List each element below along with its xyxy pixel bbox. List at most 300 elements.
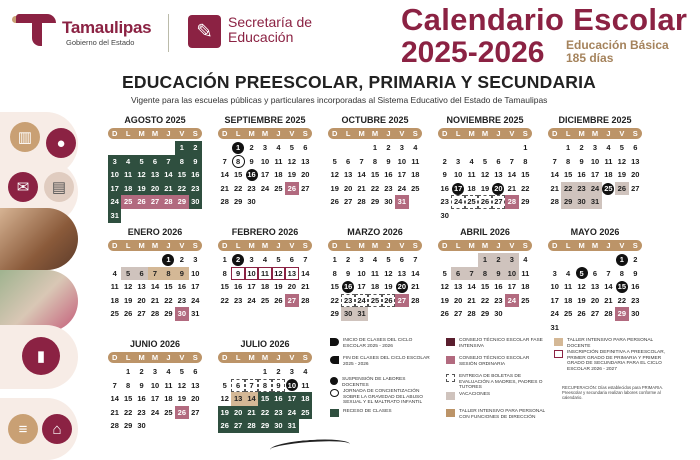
empty-cell xyxy=(465,253,478,267)
day-cell: 31 xyxy=(191,309,200,319)
month-title: FEBRERO 2026 xyxy=(231,227,299,237)
day-cell: 28 xyxy=(301,295,310,305)
day-cell: 21 xyxy=(507,183,517,193)
empty-cell xyxy=(328,141,341,155)
day-cell: 6 xyxy=(303,143,308,152)
day-cell: 5 xyxy=(289,143,294,152)
weekday-label: L xyxy=(455,241,461,250)
school-building-icon: ≡ ⌂ xyxy=(0,398,78,460)
day-cell: 10 xyxy=(260,156,270,166)
day-cell: 15 xyxy=(123,394,133,404)
legend-text: FIN DE CLASES DEL CICLO ESCOLAR 2025 - 2026 xyxy=(343,356,430,367)
legend-item-cte_ordinary xyxy=(446,356,546,367)
day-cell: 3 xyxy=(505,253,518,267)
main-heading: EDUCACIÓN PREESCOLAR, PRIMARIA Y SECUNDARIA xyxy=(122,72,597,92)
day-cell: 18 xyxy=(370,282,380,292)
day-cell: 12 xyxy=(440,282,449,292)
day-cell: 25 xyxy=(299,406,312,420)
weekday-label: M xyxy=(578,241,585,250)
empty-cell xyxy=(438,253,451,267)
day-cell: 25 xyxy=(563,309,573,319)
weekday-header xyxy=(218,352,312,363)
day-cell: 3 xyxy=(193,255,198,264)
day-cell: 14 xyxy=(220,170,229,180)
day-cell: 13 xyxy=(301,156,310,166)
weekday-label: J xyxy=(386,241,391,250)
day-cell: 18 xyxy=(563,295,573,305)
day-cell: 31 xyxy=(588,195,601,209)
weekday-label: D xyxy=(222,129,228,138)
month-3 xyxy=(438,114,532,223)
empty-cell xyxy=(148,141,161,155)
day-cell: 20 xyxy=(395,280,408,294)
day-cell: 19 xyxy=(123,295,133,305)
day-cell: 27 xyxy=(191,407,200,417)
day-cell: 26 xyxy=(577,309,586,319)
weekday-label: J xyxy=(166,353,171,362)
weekday-label: L xyxy=(455,129,461,138)
day-cell: 29 xyxy=(233,197,243,207)
empty-cell xyxy=(245,365,258,379)
day-cell: 4 xyxy=(566,268,571,278)
day-cell: 7 xyxy=(465,267,478,281)
day-cell: 17 xyxy=(397,170,407,180)
day-cell: 8 xyxy=(231,155,244,169)
day-cell: 6 xyxy=(451,267,464,281)
day-cell: 6 xyxy=(346,156,351,166)
weekday-label: M xyxy=(468,129,475,138)
day-cell: 30 xyxy=(384,197,393,207)
weekday-label: L xyxy=(345,129,351,138)
day-cell: 14 xyxy=(357,170,366,180)
day-cell: 27 xyxy=(137,309,146,319)
day-cell: 18 xyxy=(604,170,613,180)
weekday-label: M xyxy=(481,129,489,138)
month-title: NOVIEMBRE 2025 xyxy=(446,115,524,125)
day-cell: 16 xyxy=(272,392,285,406)
day-cell: 9 xyxy=(231,267,244,281)
day-cell: 28 xyxy=(505,195,518,209)
day-cell: 21 xyxy=(357,183,366,193)
day-cell: 3 xyxy=(399,143,404,152)
day-cell: 13 xyxy=(191,380,200,390)
day-cell: 16 xyxy=(233,282,243,292)
day-cell: 3 xyxy=(359,255,364,264)
weekday-label: J xyxy=(276,353,281,362)
weekday-label: D xyxy=(552,241,558,250)
weekday-label: M xyxy=(481,241,489,250)
weekday-label: V xyxy=(619,241,625,250)
weekday-label: S xyxy=(632,129,638,138)
weekday-label: S xyxy=(192,241,198,250)
weekday-label: M xyxy=(248,129,255,138)
day-cell: 6 xyxy=(399,255,404,264)
weekday-label: V xyxy=(509,129,515,138)
day-cell: 8 xyxy=(478,267,491,281)
day-cell: 26 xyxy=(478,195,491,209)
day-cell: 17 xyxy=(590,170,600,180)
weekday-label: J xyxy=(496,129,501,138)
day-cell: 11 xyxy=(411,156,420,166)
day-cell: 7 xyxy=(148,267,161,281)
day-cell: 29 xyxy=(370,197,380,207)
day-cell: 7 xyxy=(413,255,418,264)
header-divider xyxy=(168,14,169,52)
day-grid xyxy=(218,365,312,433)
day-cell: 9 xyxy=(249,156,254,166)
empty-cell xyxy=(561,253,574,267)
day-cell: 8 xyxy=(523,156,528,166)
legend-text: INICIO DE CLASES DEL CICLO ESCOLAR 2025 - 2026 xyxy=(343,338,413,349)
day-cell: 1 xyxy=(162,253,175,267)
day-cell: 30 xyxy=(631,309,640,319)
day-cell: 20 xyxy=(191,394,200,404)
weekday-header xyxy=(108,240,202,251)
empty-cell xyxy=(218,141,231,155)
day-cell: 24 xyxy=(505,294,518,308)
day-cell: 17 xyxy=(247,282,256,292)
day-cell: 5 xyxy=(121,267,134,281)
day-cell: 7 xyxy=(359,156,364,166)
day-cell: 22 xyxy=(258,406,271,420)
day-cell: 31 xyxy=(285,419,298,433)
legend-item-report xyxy=(446,374,546,391)
weekday-label: J xyxy=(276,129,281,138)
month-title: ENERO 2026 xyxy=(127,227,183,237)
day-cell: 30 xyxy=(575,195,588,209)
weekday-label: S xyxy=(302,241,308,250)
day-grid xyxy=(108,253,202,321)
day-cell: 6 xyxy=(135,267,148,281)
weekday-label: S xyxy=(302,129,308,138)
empty-cell xyxy=(505,141,518,155)
weekday-label: V xyxy=(399,129,405,138)
day-cell: 8 xyxy=(258,379,271,393)
day-cell: 11 xyxy=(258,267,271,281)
empty-cell xyxy=(588,253,601,267)
legend-text: CONSEJO TÉCNICO ESCOLAR FASE INTENSIVA xyxy=(459,338,543,349)
day-cell: 27 xyxy=(590,309,600,319)
month-title: OCTUBRE 2025 xyxy=(341,115,409,125)
students-photo xyxy=(0,208,78,270)
day-cell: 3 xyxy=(262,143,268,152)
legend-item-recess xyxy=(330,409,430,417)
weekday-header xyxy=(218,128,312,139)
day-grid xyxy=(328,253,422,321)
month-title: SEPTIEMBRE 2025 xyxy=(224,115,306,125)
day-cell: 24 xyxy=(150,407,160,417)
day-cell: 1 xyxy=(372,143,378,152)
day-cell: 25 xyxy=(411,183,420,193)
day-cell: 26 xyxy=(123,309,133,319)
legend-swatch xyxy=(446,374,455,382)
day-cell: 8 xyxy=(619,268,624,278)
day-cell: 21 xyxy=(245,406,258,420)
day-cell: 14 xyxy=(110,394,119,404)
day-cell: 15 xyxy=(233,170,243,180)
day-cell: 8 xyxy=(222,268,227,278)
legend-text: RECESO DE CLASES xyxy=(343,409,392,414)
day-cell: 5 xyxy=(179,367,184,376)
day-cell: 7 xyxy=(162,155,175,169)
day-cell: 25 xyxy=(602,182,615,196)
legend-swatch xyxy=(554,350,563,358)
day-cell: 17 xyxy=(507,282,517,292)
day-cell: 24 xyxy=(451,195,464,209)
day-cell: 27 xyxy=(231,419,244,433)
day-cell: 12 xyxy=(330,170,339,180)
day-cell: 10 xyxy=(108,168,121,182)
day-cell: 2 xyxy=(492,253,505,267)
day-cell: 12 xyxy=(287,156,297,166)
day-cell: 7 xyxy=(245,379,258,393)
sub-heading: Vigente para las escuelas públicas y particulares incorporadas al Sistema Educativo del Estado de Tamaulipas xyxy=(131,95,548,105)
day-cell: 28 xyxy=(162,195,175,209)
day-cell: 6 xyxy=(592,268,598,278)
day-cell: 1 xyxy=(231,141,244,155)
day-cell: 21 xyxy=(550,183,559,193)
weekday-label: S xyxy=(192,353,198,362)
day-cell: 1 xyxy=(175,141,188,155)
day-cell: 26 xyxy=(285,182,298,196)
day-cell: 28 xyxy=(150,309,160,319)
day-cell: 19 xyxy=(274,282,283,292)
day-cell: 10 xyxy=(245,267,258,281)
weekday-header xyxy=(328,128,422,139)
empty-cell xyxy=(135,253,148,267)
day-cell: 6 xyxy=(496,156,501,166)
month-title: DICIEMBRE 2025 xyxy=(558,115,632,125)
day-cell: 1 xyxy=(126,367,131,376)
day-cell: 26 xyxy=(175,406,188,420)
empty-cell xyxy=(438,141,451,155)
day-cell: 10 xyxy=(397,156,407,166)
day-cell: 18 xyxy=(260,282,270,292)
weekday-label: D xyxy=(222,353,228,362)
legend-item-workshop_teacher xyxy=(554,338,674,349)
day-cell: 29 xyxy=(330,309,339,319)
day-cell: 4 xyxy=(121,155,134,169)
legend-swatch xyxy=(330,389,339,397)
day-cell: 11 xyxy=(371,268,379,278)
legend-swatch xyxy=(446,409,455,417)
weekday-label: D xyxy=(332,241,338,250)
day-cell: 21 xyxy=(150,295,160,305)
day-cell: 20 xyxy=(301,170,310,180)
day-grid xyxy=(548,253,642,335)
day-cell: 18 xyxy=(467,183,476,193)
day-cell: 19 xyxy=(330,183,339,193)
day-cell: 3 xyxy=(592,143,598,152)
day-cell: 25 xyxy=(164,407,173,417)
day-cell: 8 xyxy=(126,380,131,390)
day-cell: 23 xyxy=(272,406,285,420)
day-cell: 18 xyxy=(164,394,173,404)
day-cell: 10 xyxy=(453,170,463,180)
day-cell: 26 xyxy=(274,295,283,305)
day-cell: 23 xyxy=(575,182,588,196)
day-cell: 25 xyxy=(465,195,478,209)
day-cell: 22 xyxy=(521,183,530,193)
legend-swatch xyxy=(554,338,563,346)
weekday-label: S xyxy=(522,129,528,138)
day-cell: 16 xyxy=(341,280,354,294)
day-cell: 29 xyxy=(480,309,490,319)
weekday-label: M xyxy=(138,129,145,138)
legend-swatch xyxy=(330,377,338,385)
day-cell: 21 xyxy=(604,295,613,305)
day-cell: 25 xyxy=(110,309,119,319)
day-cell: 27 xyxy=(301,183,310,193)
day-cell: 30 xyxy=(247,197,256,207)
day-cell: 11 xyxy=(121,168,134,182)
day-cell: 9 xyxy=(386,156,391,166)
day-cell: 12 xyxy=(135,168,148,182)
month-5 xyxy=(108,226,202,321)
empty-cell xyxy=(548,141,561,155)
day-cell: 13 xyxy=(397,268,407,278)
weekday-label: M xyxy=(248,241,255,250)
empty-cell xyxy=(121,141,134,155)
day-cell: 18 xyxy=(274,170,283,180)
day-cell: 19 xyxy=(577,295,586,305)
day-cell: 20 xyxy=(343,183,353,193)
day-cell: 5 xyxy=(619,143,624,152)
month-10 xyxy=(108,338,202,433)
day-cell: 12 xyxy=(123,282,133,292)
month-title: MAYO 2026 xyxy=(570,227,620,237)
day-cell: 23 xyxy=(440,197,449,207)
day-cell: 1 xyxy=(262,367,268,376)
weekday-label: M xyxy=(248,353,255,362)
day-cell: 20 xyxy=(137,295,146,305)
day-cell: 12 xyxy=(577,282,586,292)
day-cell: 2 xyxy=(579,143,584,152)
day-cell: 29 xyxy=(258,419,271,433)
legend-swatch xyxy=(330,338,339,346)
day-cell: 22 xyxy=(164,295,173,305)
day-cell: 28 xyxy=(411,295,420,305)
weekday-label: L xyxy=(345,241,351,250)
day-cell: 17 xyxy=(285,392,298,406)
weekday-label: V xyxy=(179,241,185,250)
day-grid xyxy=(328,141,422,209)
day-cell: 16 xyxy=(245,168,258,182)
day-cell: 16 xyxy=(177,282,187,292)
day-cell: 26 xyxy=(330,197,339,207)
day-cell: 1 xyxy=(523,143,528,152)
day-cell: 27 xyxy=(343,197,353,207)
day-cell: 25 xyxy=(521,295,530,305)
day-cell: 9 xyxy=(139,380,144,390)
day-cell: 15 xyxy=(258,392,271,406)
day-cell: 29 xyxy=(561,195,574,209)
day-cell: 6 xyxy=(231,379,244,393)
day-cell: 15 xyxy=(220,282,229,292)
weekday-label: L xyxy=(125,241,131,250)
weekday-label: M xyxy=(138,353,145,362)
empty-cell xyxy=(575,253,588,267)
day-cell: 6 xyxy=(148,155,161,169)
day-cell: 19 xyxy=(384,282,393,292)
day-cell: 4 xyxy=(372,255,378,264)
calendar-year: 2025-2026 xyxy=(401,36,545,69)
weekday-label: D xyxy=(112,241,118,250)
day-cell: 4 xyxy=(112,268,117,278)
weekday-label: V xyxy=(179,353,185,362)
day-cell: 18 xyxy=(110,295,119,305)
day-cell: 14 xyxy=(162,168,175,182)
day-cell: 4 xyxy=(166,367,171,376)
day-cell: 18 xyxy=(411,170,420,180)
day-cell: 5 xyxy=(332,156,337,166)
legend-item-cte_intensive xyxy=(446,338,546,349)
day-cell: 19 xyxy=(177,394,187,404)
day-cell: 13 xyxy=(137,282,146,292)
empty-cell xyxy=(108,141,121,155)
day-cell: 27 xyxy=(285,294,298,308)
legend-text: TALLER INTENSIVO PARA PERSONAL CON FUNCIONES DE DIRECCIÓN xyxy=(459,409,546,420)
day-cell: 14 xyxy=(411,268,420,278)
day-cell: 29 xyxy=(123,421,133,431)
day-cell: 21 xyxy=(162,182,175,196)
day-cell: 3 xyxy=(249,255,254,264)
empty-cell xyxy=(602,253,615,267)
day-cell: 13 xyxy=(343,170,353,180)
empty-cell xyxy=(548,253,561,267)
day-cell: 2 xyxy=(249,143,254,152)
day-cell: 31 xyxy=(108,209,121,223)
day-cell: 24 xyxy=(191,295,200,305)
day-cell: 13 xyxy=(590,282,600,292)
day-cell: 28 xyxy=(604,309,613,319)
legend-swatch xyxy=(446,356,455,364)
day-cell: 3 xyxy=(289,367,294,376)
day-cell: 25 xyxy=(368,294,381,308)
day-cell: 11 xyxy=(164,380,173,390)
legend-item-vacation xyxy=(446,392,546,400)
day-cell: 30 xyxy=(175,307,188,321)
day-cell: 23 xyxy=(494,295,503,305)
day-cell: 12 xyxy=(617,156,627,166)
day-cell: 3 xyxy=(456,156,461,166)
day-cell: 8 xyxy=(332,268,337,278)
school-desk-icon: ▥ ● xyxy=(0,112,78,176)
day-cell: 15 xyxy=(563,170,573,180)
day-cell: 26 xyxy=(218,419,231,433)
weekday-label: D xyxy=(552,129,558,138)
legend-text: JORNADA DE CONCIENTIZACIÓN SOBRE LA GRAVEDAD DEL ABUSO SEXUAL Y EL MALTRATO INFANTIL xyxy=(343,389,423,406)
day-cell: 1 xyxy=(478,253,491,267)
day-cell: 15 xyxy=(164,282,173,292)
legend-item-enrollment xyxy=(554,350,674,372)
weekday-label: J xyxy=(166,241,171,250)
weekday-label: D xyxy=(112,129,118,138)
day-cell: 20 xyxy=(287,282,297,292)
day-grid xyxy=(218,253,312,307)
day-cell: 26 xyxy=(440,309,449,319)
day-cell: 22 xyxy=(175,182,188,196)
empty-cell xyxy=(492,141,505,155)
day-cell: 14 xyxy=(604,282,613,292)
day-cell: 14 xyxy=(245,392,258,406)
weekday-label: S xyxy=(632,241,638,250)
day-cell: 3 xyxy=(552,268,557,278)
weekday-label: M xyxy=(261,241,269,250)
day-cell: 28 xyxy=(220,197,229,207)
weekday-header xyxy=(328,240,422,251)
day-cell: 17 xyxy=(550,295,559,305)
